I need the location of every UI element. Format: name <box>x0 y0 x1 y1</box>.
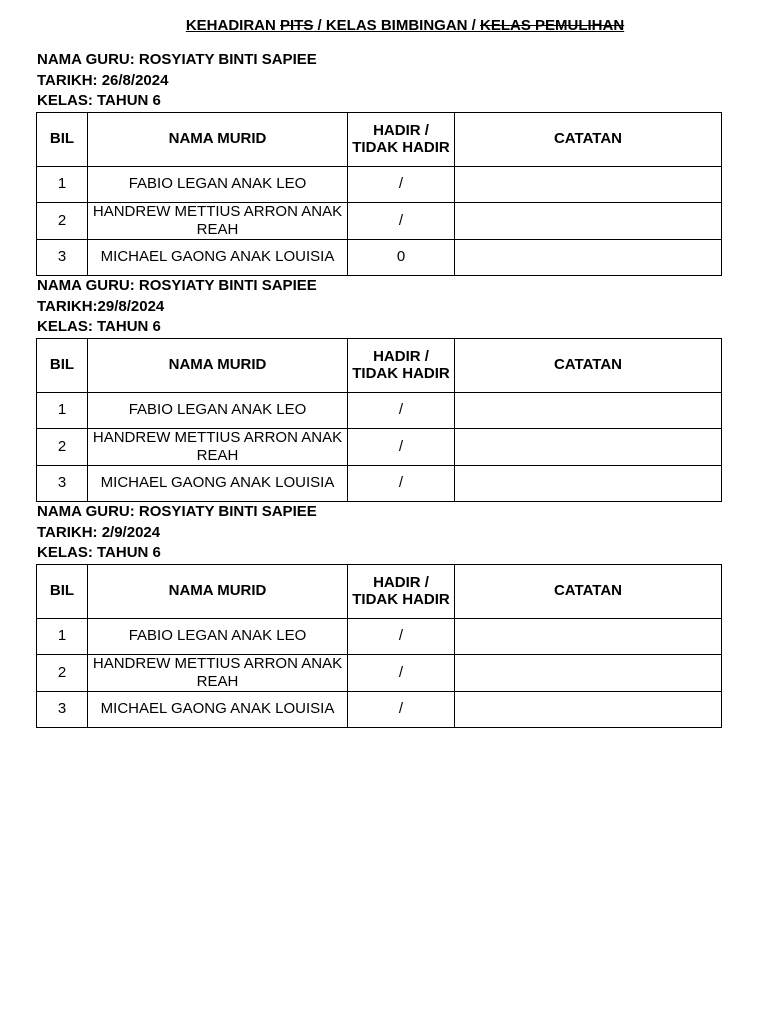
teacher-name: NAMA GURU: ROSYIATY BINTI SAPIEE <box>37 277 317 294</box>
cell-nama-murid: FABIO LEGAN ANAK LEO <box>88 618 348 654</box>
cell-bil: 3 <box>37 465 88 501</box>
class-name: KELAS: TAHUN 6 <box>37 544 161 561</box>
teacher-name: NAMA GURU: ROSYIATY BINTI SAPIEE <box>37 503 317 520</box>
cell-nama-murid: FABIO LEGAN ANAK LEO <box>88 392 348 428</box>
class-name: KELAS: TAHUN 6 <box>37 318 161 335</box>
header-catatan: CATATAN <box>455 112 722 166</box>
cell-hadir: / <box>348 166 455 202</box>
title-part-pits-struck: PITS <box>279 17 314 34</box>
cell-catatan <box>455 166 722 202</box>
cell-bil: 2 <box>37 428 88 465</box>
table-header-row <box>37 112 722 166</box>
cell-hadir: / <box>348 392 455 428</box>
cell-hadir: / <box>348 465 455 501</box>
cell-nama-murid: HANDREW METTIUS ARRON ANAK REAH <box>88 654 348 691</box>
cell-nama-murid: HANDREW METTIUS ARRON ANAK REAH <box>88 202 348 239</box>
cell-hadir: 0 <box>348 239 455 275</box>
title-part-kelas-bimbingan: / KELAS BIMBINGAN / <box>313 17 480 34</box>
header-catatan: CATATAN <box>455 338 722 392</box>
cell-hadir: / <box>348 691 455 727</box>
attendance-section-1 <box>36 50 721 276</box>
teacher-name: NAMA GURU: ROSYIATY BINTI SAPIEE <box>37 51 317 68</box>
header-catatan: CATATAN <box>455 564 722 618</box>
header-nama-murid: NAMA MURID <box>88 564 348 618</box>
cell-bil: 1 <box>37 618 88 654</box>
cell-catatan <box>455 428 722 465</box>
header-hadir-tidak-hadir: HADIR / TIDAK HADIR <box>348 112 455 166</box>
cell-catatan <box>455 202 722 239</box>
table-row <box>37 166 722 202</box>
session-date: TARIKH: 2/9/2024 <box>37 523 161 541</box>
title-part-kelas-pemulihan-struck: KELAS PEMULIHAN <box>480 17 625 34</box>
table-row <box>37 465 722 501</box>
session-date: TARIKH:29/8/2024 <box>37 297 165 315</box>
cell-nama-murid: MICHAEL GAONG ANAK LOUISIA <box>88 465 348 501</box>
session-date: TARIKH: 26/8/2024 <box>37 71 169 89</box>
class-name: KELAS: TAHUN 6 <box>37 92 161 109</box>
table-row <box>37 618 722 654</box>
cell-nama-murid: MICHAEL GAONG ANAK LOUISIA <box>88 691 348 727</box>
cell-hadir: / <box>348 428 455 465</box>
cell-bil: 3 <box>37 239 88 275</box>
cell-nama-murid: HANDREW METTIUS ARRON ANAK REAH <box>88 428 348 465</box>
cell-hadir: / <box>348 654 455 691</box>
cell-hadir: / <box>348 202 455 239</box>
header-bil: BIL <box>37 338 88 392</box>
cell-bil: 2 <box>37 202 88 239</box>
attendance-section-3 <box>36 502 721 728</box>
header-bil: BIL <box>37 564 88 618</box>
header-bil: BIL <box>37 112 88 166</box>
table-row <box>37 202 722 239</box>
table-row <box>37 392 722 428</box>
attendance-table <box>36 112 722 276</box>
table-row <box>37 654 722 691</box>
header-hadir-tidak-hadir: HADIR / TIDAK HADIR <box>348 338 455 392</box>
cell-nama-murid: FABIO LEGAN ANAK LEO <box>88 166 348 202</box>
table-header-row <box>37 338 722 392</box>
cell-hadir: / <box>348 618 455 654</box>
table-row <box>37 691 722 727</box>
cell-bil: 1 <box>37 392 88 428</box>
header-hadir-tidak-hadir: HADIR / TIDAK HADIR <box>348 564 455 618</box>
table-row <box>37 239 722 275</box>
attendance-section-2 <box>36 276 721 502</box>
attendance-table <box>36 564 722 728</box>
cell-bil: 1 <box>37 166 88 202</box>
cell-catatan <box>455 239 722 275</box>
cell-catatan <box>455 618 722 654</box>
cell-bil: 2 <box>37 654 88 691</box>
cell-nama-murid: MICHAEL GAONG ANAK LOUISIA <box>88 239 348 275</box>
header-nama-murid: NAMA MURID <box>88 112 348 166</box>
document-title <box>0 17 768 35</box>
table-row <box>37 428 722 465</box>
cell-catatan <box>455 654 722 691</box>
attendance-table <box>36 338 722 502</box>
cell-catatan <box>455 392 722 428</box>
header-nama-murid: NAMA MURID <box>88 338 348 392</box>
title-part-kehadiran: KEHADIRAN <box>185 17 280 34</box>
table-header-row <box>37 564 722 618</box>
cell-catatan <box>455 691 722 727</box>
cell-bil: 3 <box>37 691 88 727</box>
cell-catatan <box>455 465 722 501</box>
